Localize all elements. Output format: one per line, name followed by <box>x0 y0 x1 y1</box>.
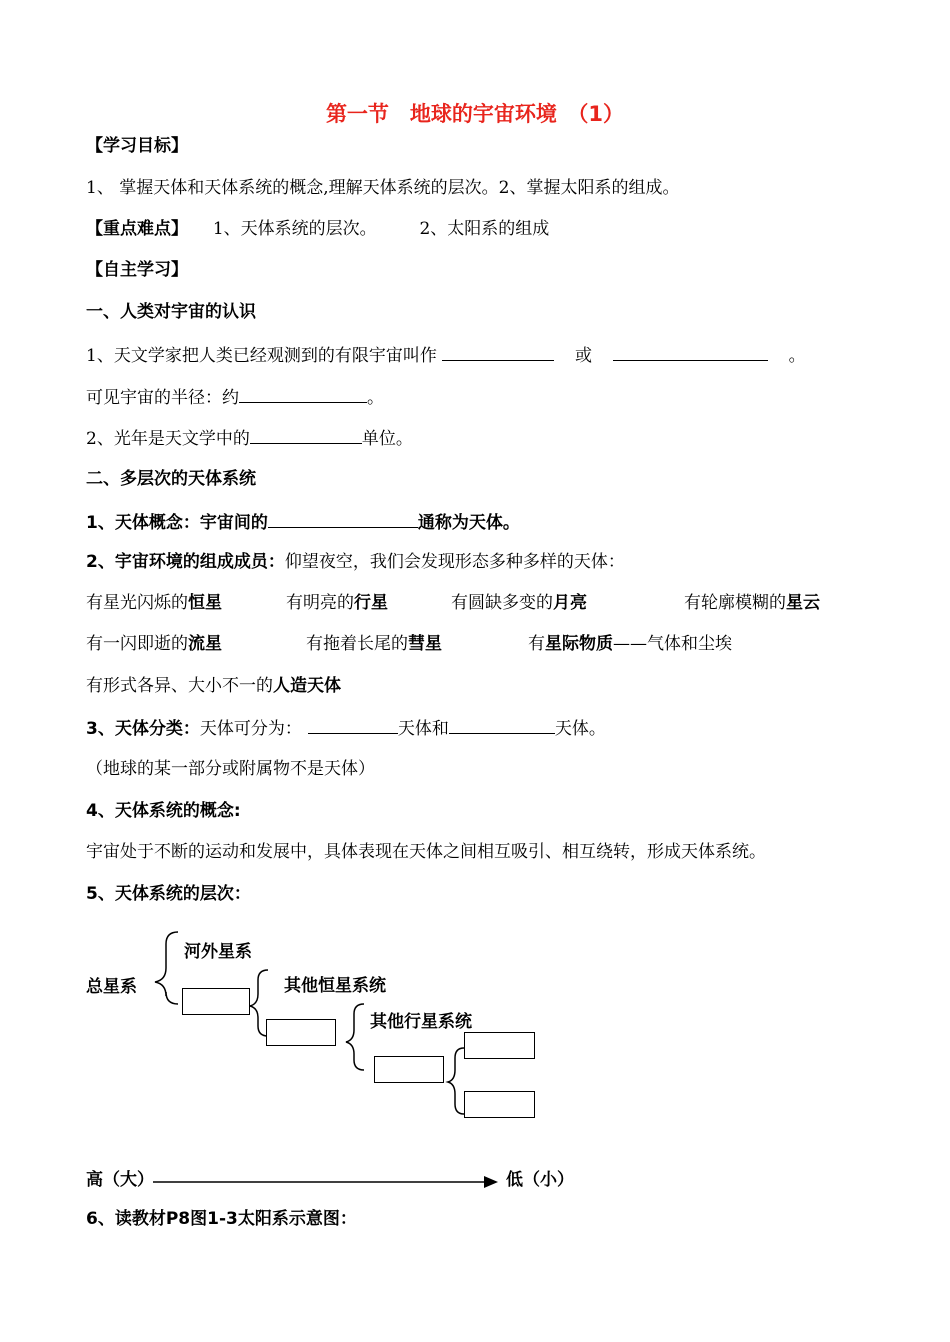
question-1-text: 1、天文学家把人类已经观测到的有限宇宙叫作 <box>86 346 437 366</box>
concept-2-text: 仰望夜空，我们会发现形态多种多样的天体： <box>284 552 625 572</box>
concept-3-end: 天体。 <box>554 719 606 739</box>
page-title: 第一节 地球的宇宙环境 （1） <box>325 102 625 126</box>
question-1-end: 。 <box>788 346 806 366</box>
objectives-text: 1、 掌握天体和天体系统的概念,理解天体系统的层次。2、掌握太阳系的组成。 <box>86 178 680 198</box>
diagram-blank-solar-system[interactable] <box>266 1019 336 1046</box>
self-study-heading: 【自主学习】 <box>86 260 188 280</box>
concept-3-text: 天体可分为： <box>199 719 302 739</box>
body-item: 有星光闪烁的恒星 <box>86 593 222 613</box>
key-point-2: 2、太阳系的组成 <box>419 219 550 239</box>
radius-text: 可见宇宙的半径：约 <box>86 388 239 408</box>
bodies-row-3: 有形式各异、大小不一的人造天体 <box>86 676 341 696</box>
radius-end: 。 <box>367 388 384 408</box>
body-item: 有轮廓模糊的星云 <box>684 593 820 613</box>
key-points-heading: 【重点难点】 <box>86 219 188 239</box>
diagram-blank-galaxy[interactable] <box>182 988 250 1015</box>
objectives-heading: 【学习目标】 <box>86 136 188 156</box>
concept-1-label: 1、天体概念：宇宙间的 <box>86 513 268 533</box>
bracket-universe <box>155 932 178 1004</box>
question-1-or: 或 <box>575 346 593 366</box>
body-item: 有一闪即逝的流星 <box>86 634 222 654</box>
question-2-text: 2、光年是天文学中的 <box>86 429 250 449</box>
diagram-blank-planet[interactable] <box>464 1032 535 1059</box>
diagram-root: 总星系 <box>86 977 137 997</box>
diagram-other-planet-systems: 其他行星系统 <box>370 1012 472 1032</box>
bracket-solar <box>346 1004 364 1070</box>
body-item: 有明亮的行星 <box>286 593 388 613</box>
diagram-other-star-systems: 其他恒星系统 <box>284 976 386 996</box>
section1-heading: 一、人类对宇宙的认识 <box>86 302 256 322</box>
key-point-1: 1、天体系统的层次。 <box>212 219 377 239</box>
section6-text: 6、读教材P8图1-3太阳系示意图： <box>86 1209 357 1229</box>
body-item: 有拖着长尾的彗星 <box>306 634 442 654</box>
concept-3-mid: 天体和 <box>397 719 449 739</box>
body-item: 有星际物质——气体和尘埃 <box>528 634 732 654</box>
concept-5-label: 5、天体系统的层次： <box>86 884 251 904</box>
concept-3-label: 3、天体分类： <box>86 719 200 739</box>
arrow-right-label: 低（小） <box>506 1170 574 1190</box>
concept-1-end: 通称为天体。 <box>417 513 520 533</box>
level-arrow <box>153 1176 498 1188</box>
concept-2-label: 2、宇宙环境的组成成员： <box>86 552 285 572</box>
arrow-left-label: 高（大） <box>86 1170 154 1190</box>
body-item: 有圆缺多变的月亮 <box>451 593 587 613</box>
question-2-end: 单位。 <box>361 429 413 449</box>
bracket-earth-moon <box>448 1048 464 1114</box>
concept-4-label: 4、天体系统的概念: <box>86 801 241 821</box>
diagram-blank-satellite[interactable] <box>464 1091 535 1118</box>
diagram-blank-earth-moon[interactable] <box>374 1056 444 1083</box>
concept-4-text: 宇宙处于不断的运动和发展中，具体表现在天体之间相互吸引、相互绕转，形成天体系统。 <box>86 842 766 862</box>
concept-3-note: （地球的某一部分或附属物不是天体） <box>86 759 375 779</box>
section2-heading: 二、多层次的天体系统 <box>86 469 256 489</box>
diagram-extragalactic: 河外星系 <box>184 942 252 962</box>
